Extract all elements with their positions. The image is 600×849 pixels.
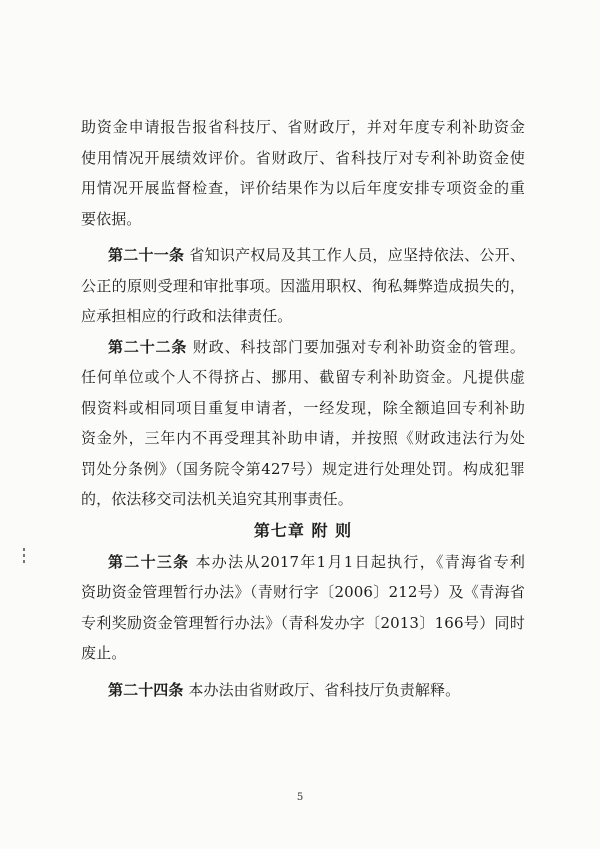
document-body (81, 112, 525, 705)
text-line: 的，依法移交司法机关追究其刑事责任。 (81, 490, 353, 508)
text-line: 任何单位或个人不得挤占、挪用、截留专利补助资金。凡提供虚 (81, 368, 525, 386)
article-24 (81, 675, 525, 706)
text-line: 助资金申请报告报省科技厅、省财政厅，并对年度专利补助资金 (81, 118, 525, 136)
article-text: 本办法由省财政厅、省科技厅负责解释。 (183, 680, 461, 699)
text-line (81, 547, 525, 578)
text-line: 公正的原则受理和审批事项。因滥用职权、徇私舞弊造成损失的， (81, 276, 525, 295)
article-heading: 第二十二条 (108, 337, 188, 356)
text-line: 罚处分条例》（国务院令第427号）规定进行处理处罚。构成犯罪 (81, 459, 525, 478)
binding-dot (23, 560, 25, 563)
paragraph-continuation (81, 112, 525, 234)
article-heading: 第二十三条 (108, 552, 190, 571)
text-line: 使用情况开展绩效评价。省财政厅、省科技厅对专利补助资金使 (81, 148, 525, 167)
binding-dot (23, 548, 25, 551)
text-line: 应承担相应的行政和法律责任。 (81, 307, 293, 325)
article-text: 财政、科技部门要加强对专利补助资金的管理。 (187, 337, 525, 356)
text-line: 资金外，三年内不再受理其补助申请，并按照《财政违法行为处 (81, 429, 525, 447)
article-text: 本办法从2017年1月1日起执行，《青海省专利 (189, 552, 525, 571)
page-number: 5 (296, 792, 304, 803)
text-line: 用情况开展监督检查，评价结果作为以后年度安排专项资金的重 (81, 179, 525, 197)
article-21 (81, 240, 525, 332)
chapter-title: 第七章 附 则 (253, 520, 353, 540)
text-line (81, 332, 525, 363)
article-heading: 第二十一条 (108, 246, 185, 264)
text-line (81, 240, 525, 271)
text-line: 废止。 (81, 644, 127, 662)
text-line (81, 675, 525, 706)
binding-mark (22, 545, 26, 569)
article-heading: 第二十四条 (108, 680, 184, 699)
text-line: 要依据。 (81, 209, 142, 228)
text-line: 假资料或相同项目重复申请者，一经发现，除全额追回专利补助 (81, 398, 525, 417)
article-text: 省知识产权局及其工作人员，应坚持依法、公开、 (184, 246, 525, 264)
text-line: 资助资金管理暂行办法》（青财行字〔2006〕212号）及《青海省 (81, 583, 525, 601)
binding-dot (23, 554, 25, 557)
text-line: 专利奖励资金管理暂行办法》（青科发办字〔2013〕166号）同时 (81, 613, 525, 632)
article-22 (81, 332, 525, 515)
article-23 (81, 547, 525, 669)
